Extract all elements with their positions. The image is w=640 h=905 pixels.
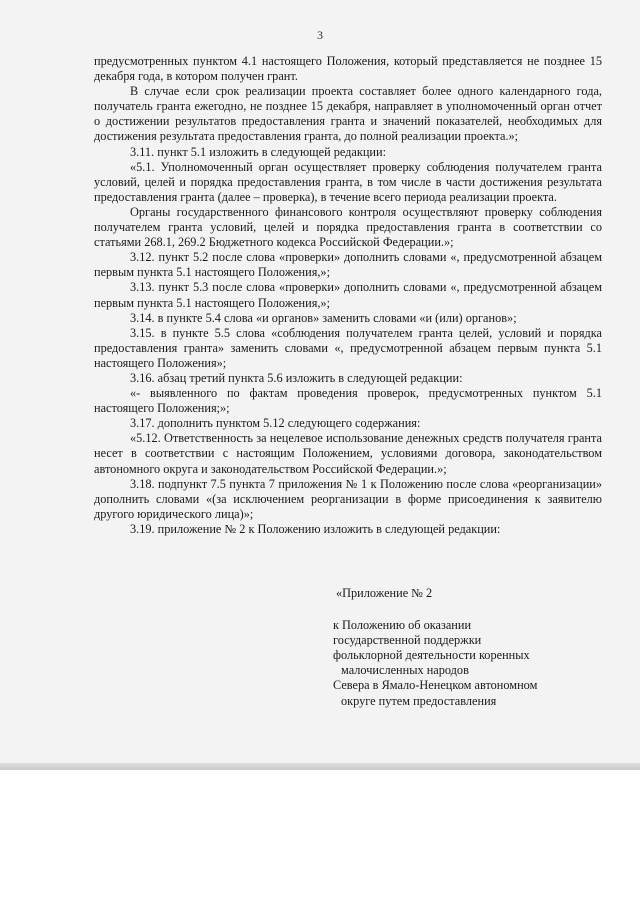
paragraph: 3.13. пункт 5.3 после слова «проверки» дополнить словами «, предусмотренной абзацем первым пункта 5.1 настоящего Положения,»; <box>94 280 602 310</box>
paragraph: 3.11. пункт 5.1 изложить в следующей редакции: <box>130 144 387 159</box>
appendix-line: к Положению об оказании <box>333 618 472 633</box>
document-body <box>94 54 602 537</box>
page-number: 3 <box>317 28 323 42</box>
appendix-line: Севера в Ямало-Ненецком автономном <box>333 678 538 693</box>
appendix-title: «Приложение № 2 <box>336 586 433 600</box>
appendix-header <box>333 586 603 709</box>
paragraph: 3.14. в пункте 5.4 слова «и органов» заменить словами «и (или) органов»; <box>130 310 517 325</box>
paragraph: В случае если срок реализации проекта составляет более одного календарного года, получатель гранта ежегодно, не позднее 15 декабря, направляет в уполномоченный орган отчет о достижении результатов предоставления гранта и значений показателей, необходимых для достижения результата предоставления гранта, до полной реализации проекта.»; <box>94 84 602 144</box>
paragraph: 3.15. в пункте 5.5 слова «соблюдения получателем гранта целей, условий и порядка предоставления гранта» заменить словами «, предусмотренной абзацем первым пункта 5.1 настоящего Положения»; <box>94 325 602 370</box>
appendix-lines <box>333 618 603 709</box>
paragraph: «5.1. Уполномоченный орган осуществляет проверку соблюдения получателем гранта условий, целей и порядка предоставления гранта, в том числе в части достижения результата предоставления гранта (далее – проверка), в течение всего периода реализации проекта. <box>94 159 602 204</box>
paragraph: 3.17. дополнить пунктом 5.12 следующего содержания: <box>130 416 421 431</box>
appendix-line: малочисленных народов <box>341 663 469 678</box>
paragraph: предусмотренных пунктом 4.1 настоящего Положения, который представляется не позднее 15 декабря года, в котором получен грант. <box>94 54 602 84</box>
appendix-line: округе путем предоставления <box>341 693 497 708</box>
paragraph: 3.19. приложение № 2 к Положению изложить в следующей редакции: <box>130 521 501 536</box>
paragraph: «- выявленного по фактам проведения проверок, предусмотренных пунктом 5.1 настоящего Положения;»; <box>94 386 602 416</box>
paragraph: Органы государственного финансового контроля осуществляют проверку соблюдения получателем гранта условий, целей и порядка предоставления гранта в соответствии со статьями 268.1, 269.2 Бюджетного кодекса Российской Федерации.»; <box>94 204 602 250</box>
appendix-line: государственной поддержки <box>333 633 482 648</box>
paragraph: 3.18. подпункт 7.5 пункта 7 приложения № 1 к Положению после слова «реорганизации» дополнить словами «(за исключением реорганизации в форме присоединения к заявителю другого юридического лица)»; <box>94 476 602 521</box>
paragraph: 3.12. пункт 5.2 после слова «проверки» дополнить словами «, предусмотренной абзацем первым пункта 5.1 настоящего Положения,»; <box>94 250 602 280</box>
paragraph: «5.12. Ответственность за нецелевое использование денежных средств получателя гранта несет в соответствии с настоящим Положением, условиями договора, законодательством автономного округа и законодательством Российской Федерации.»; <box>94 431 602 476</box>
appendix-line: фольклорной деятельности коренных <box>333 648 530 663</box>
scan-edge <box>0 763 640 770</box>
paragraph: 3.16. абзац третий пункта 5.6 изложить в следующей редакции: <box>130 370 463 385</box>
